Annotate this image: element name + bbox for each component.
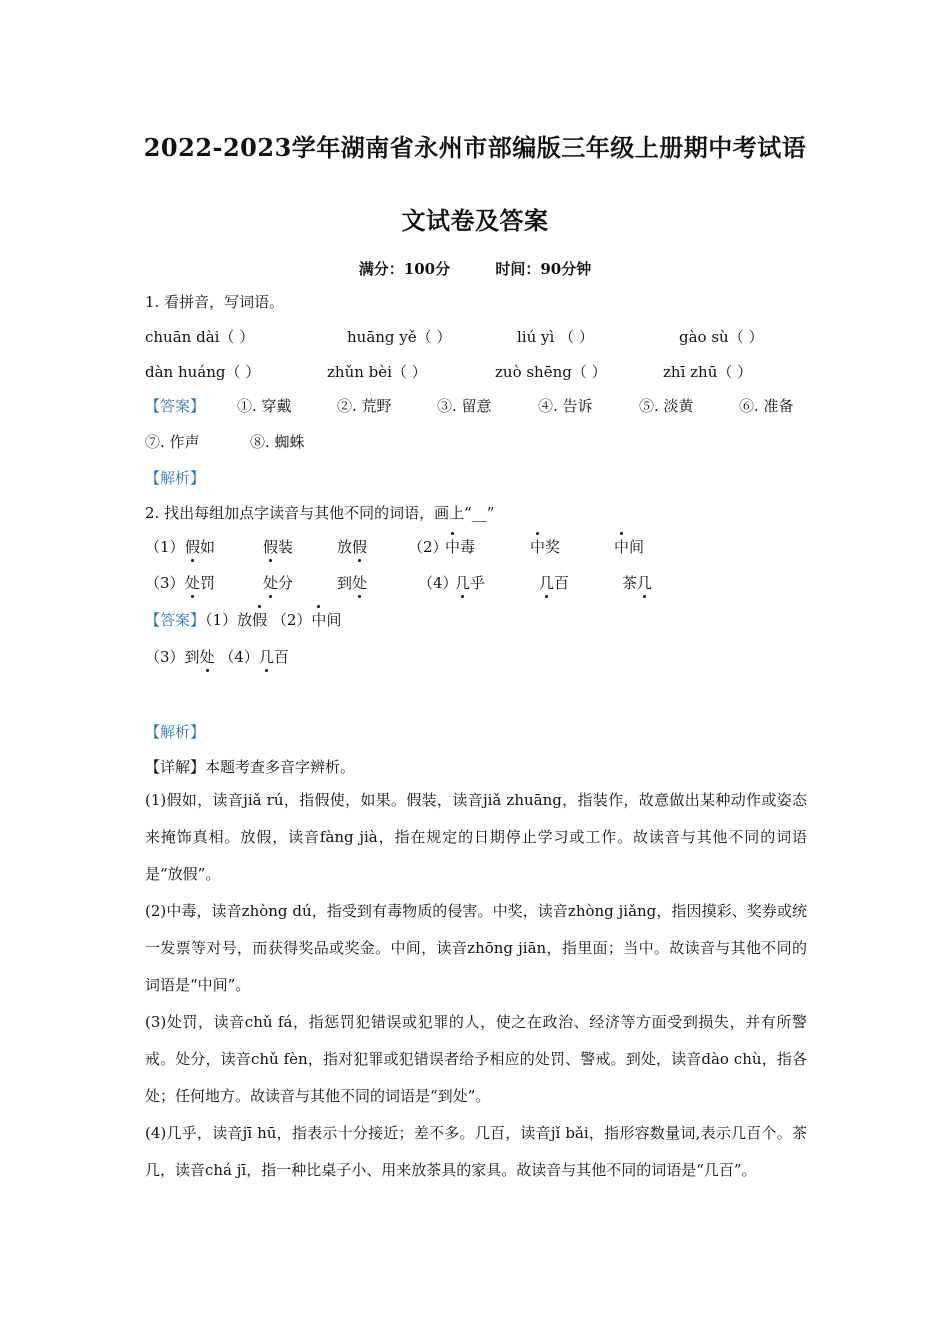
dotted-word bbox=[539, 573, 569, 593]
q2-heading: 2. 找出每组加点字读音与其他不同的词语，画上“__” bbox=[145, 504, 495, 522]
group-number: （2） bbox=[408, 538, 448, 556]
answer-item: ②. 荒野 bbox=[337, 397, 392, 415]
q2-answer-row2 bbox=[145, 647, 289, 667]
dotted-char: 中 bbox=[530, 538, 546, 556]
answer-item: ④. 告诉 bbox=[538, 397, 593, 415]
q1-pinyin-item: zhǔn bèi（ ） bbox=[327, 363, 427, 381]
word-part: 如 bbox=[200, 538, 216, 556]
dotted-char: 假 bbox=[263, 538, 279, 556]
q1-pinyin-item: zuò shēng（ ） bbox=[495, 363, 607, 381]
q1-pinyin-item: huāng yě（ ） bbox=[347, 328, 452, 346]
word-part: 乎 bbox=[470, 574, 486, 592]
dotted-word bbox=[614, 537, 644, 557]
dotted-word bbox=[337, 573, 367, 593]
q1-pinyin-item: gào sù（ ） bbox=[679, 328, 764, 346]
analysis-paragraph: (2)中毒，读音zhòng dú，指受到有毒物质的侵害。中奖，读音zhòng jiǎng，指因摸彩、奖券或统一发票等对号，而获得奖品或奖金。中间，读音zhōng jiān，指里面；当中。故读音与其他不同的词语是“中间”。 bbox=[145, 902, 807, 994]
group-number: （1） bbox=[145, 538, 185, 556]
word-part: 间 bbox=[326, 611, 342, 629]
group-number: （3） bbox=[145, 574, 185, 592]
answer-number: （3） bbox=[145, 648, 185, 666]
word-part: 罚 bbox=[200, 574, 216, 592]
word-part: 间 bbox=[629, 538, 645, 556]
analysis-paragraph: (1)假如，读音jiǎ rú，指假使，如果。假装，读音jiǎ zhuāng，指装作，故意做出某种动作或姿态来掩饰真相。放假，读音fàng jià，指在规定的日期停止学习或工作。故读音与其他不同的词语是“放假”。 bbox=[145, 791, 807, 883]
page-title-line1: 2022-2023学年湖南省永州市部编版三年级上册期中考试语 bbox=[143, 133, 807, 162]
answer-label: 【答案】 bbox=[145, 397, 206, 415]
q1-pinyin-item: liú yì （ ） bbox=[517, 328, 594, 346]
exam-meta bbox=[0, 258, 950, 279]
dotted-word bbox=[185, 573, 215, 593]
word-part: 毒 bbox=[460, 538, 476, 556]
answer-item: ⑤. 淡黄 bbox=[639, 397, 694, 415]
dotted-char: 假 bbox=[252, 611, 268, 629]
q1-heading: 1. 看拼音，写词语。 bbox=[145, 293, 285, 311]
word-part: 分 bbox=[278, 574, 294, 592]
answer-number: （1） bbox=[205, 611, 238, 629]
page-title-line2: 文试卷及答案 bbox=[401, 206, 549, 235]
dotted-char: 处 bbox=[352, 574, 368, 592]
dotted-char: 中 bbox=[614, 538, 630, 556]
word-part: 茶 bbox=[622, 574, 638, 592]
q2-analysis-label: 【解析】 bbox=[145, 723, 206, 741]
answer-item: ①. 穿戴 bbox=[237, 397, 292, 415]
q2-analysis-body bbox=[145, 782, 807, 1189]
word-part: 百 bbox=[273, 648, 289, 666]
analysis-paragraph: (4)几乎，读音jī hū，指表示十分接近；差不多。几百，读音jǐ bǎi，指形容数量词,表示几百个。茶几，读音chá jī，指一种比桌子小、用来放茶具的家具。故读音与其他不同的词语是“几百”。 bbox=[145, 1124, 807, 1179]
answer-number: （4） bbox=[219, 648, 259, 666]
word-part: 到 bbox=[337, 574, 353, 592]
word-part: 百 bbox=[554, 574, 570, 592]
dotted-char: 中 bbox=[445, 538, 461, 556]
word-part: 奖 bbox=[545, 538, 561, 556]
dotted-char: 假 bbox=[352, 538, 368, 556]
dotted-char: 假 bbox=[185, 538, 201, 556]
dotted-char: 处 bbox=[199, 648, 215, 666]
answer-item: ⑧. 蜘蛛 bbox=[250, 433, 305, 451]
q2-detail: 【详解】本题考查多音字辨析。 bbox=[145, 758, 356, 776]
dotted-char: 几 bbox=[539, 574, 555, 592]
answer-label: 【答案】 bbox=[145, 611, 206, 629]
group-number: （4） bbox=[418, 574, 458, 592]
q1-pinyin-item: chuān dài（ ） bbox=[145, 328, 255, 346]
dotted-char: 几 bbox=[258, 648, 274, 666]
dotted-word bbox=[455, 573, 485, 593]
answer-item: ⑥. 准备 bbox=[739, 397, 794, 415]
q2-answer-row1 bbox=[145, 610, 341, 630]
dotted-char: 几 bbox=[455, 574, 471, 592]
dotted-char: 几 bbox=[637, 574, 653, 592]
analysis-paragraph: (3)处罚，读音chǔ fá，指惩罚犯错误或犯罪的人，使之在政治、经济等方面受到损失，并有所警戒。处分，读音chǔ fèn，指对犯罪或犯错误者给予相应的处罚、警戒。到处，读音dào chù，指各处；任何地方。故读音与其他不同的词语是“到处”。 bbox=[145, 1013, 807, 1105]
answer-item: ⑦. 作声 bbox=[145, 433, 200, 451]
q1-analysis-label: 【解析】 bbox=[145, 469, 206, 487]
dotted-word bbox=[337, 537, 367, 557]
full-score: 满分：100分 bbox=[358, 260, 451, 278]
word-part: 放 bbox=[237, 611, 253, 629]
dotted-word bbox=[445, 537, 475, 557]
word-part: 放 bbox=[337, 538, 353, 556]
dotted-word bbox=[263, 537, 293, 557]
dotted-char: 处 bbox=[185, 574, 201, 592]
word-part: 到 bbox=[184, 648, 200, 666]
dotted-char: 处 bbox=[263, 574, 279, 592]
q1-pinyin-item: zhī zhū（ ） bbox=[663, 363, 753, 381]
exam-time: 时间：90分钟 bbox=[495, 260, 592, 278]
q1-pinyin-item: dàn huáng（ ） bbox=[145, 363, 261, 381]
dotted-char: 中 bbox=[311, 611, 327, 629]
dotted-word bbox=[530, 537, 560, 557]
word-part: 装 bbox=[278, 538, 294, 556]
answer-number: （2） bbox=[271, 611, 312, 629]
answer-item: ③. 留意 bbox=[437, 397, 492, 415]
dotted-word bbox=[263, 573, 293, 593]
dotted-word bbox=[622, 573, 652, 593]
dotted-word bbox=[185, 537, 215, 557]
